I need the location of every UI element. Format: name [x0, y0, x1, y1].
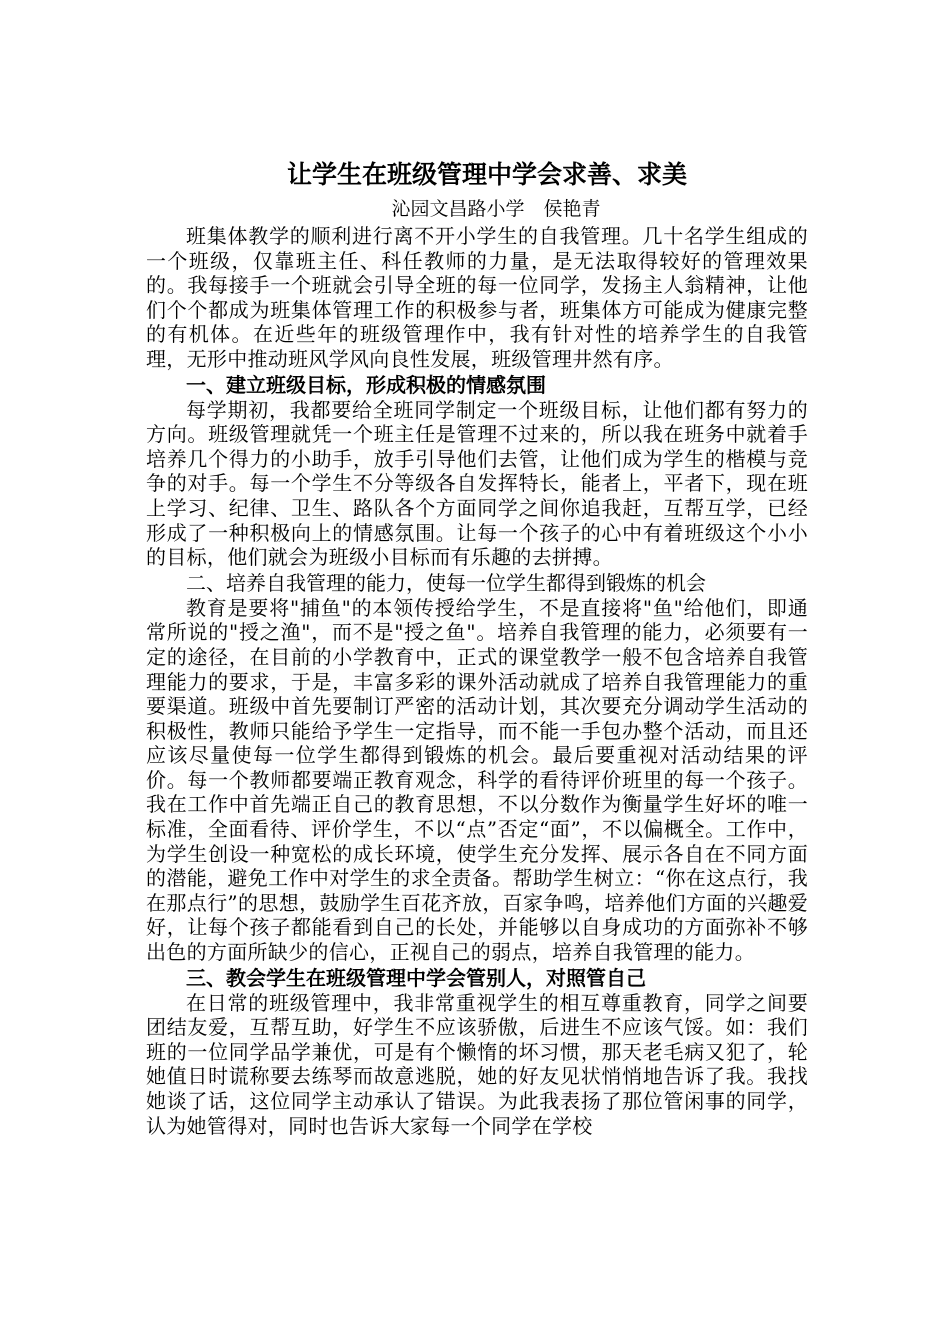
section-1-heading: 一、建立班级目标，形成积极的情感氛围	[186, 372, 546, 397]
document-page	[146, 156, 808, 1138]
section-3-body: 在日常的班级管理中，我非常重视学生的相互尊重教育，同学之间要团结友爱，互帮互助，好学生不应该骄傲，后进生不应该气馁。如：我们班的一位同学品学兼优，可是有个懒惰的坏习惯，那天老毛病又犯了，轮她值日时谎称要去练琴而故意逃脱，她的好友见状悄悄地告诉了我。我找她谈了话，这位同学主动承认了错误。为此我表扬了那位管闲事的同学，认为她管得对，同时也告诉大家每一个同学在学校	[146, 990, 808, 1138]
intro-paragraph: 班集体教学的顺利进行离不开小学生的自我管理。几十名学生组成的一个班级，仅靠班主任、科任教师的力量，是无法取得较好的管理效果的。我每接手一个班就会引导全班的每一位同学，发扬主人翁精神，让他们个个都成为班集体管理工作的积极参与者，班集体方可能成为健康完整的有机体。在近些年的班级管理作中，我有针对性的培养学生的自我管理，无形中推动班风学风向良性发展，班级管理井然有序。	[146, 224, 808, 371]
document-title: 让学生在班级管理中学会求善、求美	[286, 160, 687, 189]
section-2-heading: 二、培养自我管理的能力，使每一位学生都得到锻炼的机会	[186, 570, 706, 595]
section-3-heading: 三、教会学生在班级管理中学会管别人，对照管自己	[186, 965, 646, 990]
section-2-body: 教育是要将"捕鱼"的本领传授给学生，不是直接将"鱼"给他们，即通常所说的"授之渔"，而不是"授之鱼"。培养自我管理的能力，必须要有一定的途径，在目前的小学教育中，正式的课堂教学一般不包含培养自我管理能力的要求，于是，丰富多彩的课外活动就成了培养自我管理能力的重要渠道。班级中首先要制订严密的活动计划，其次要充分调动学生活动的积极性，教师只能给予学生一定指导，而不能一手包办整个活动，而且还应该尽量使每一位学生都得到锻炼的机会。最后要重视对活动结果的评价。每一个教师都要端正教育观念，科学的看待评价班里的每一个孩子。我在工作中首先端正自己的教育思想，不以分数作为衡量学生好坏的唯一标准，全面看待、评价学生，不以“点”否定“面”，不以偏概全。工作中，为学生创设一种宽松的成长环境，使学生充分发挥、展示各自在不同方面的潜能，避免工作中对学生的求全责备。帮助学生树立：“你在这点行，我在那点行”的思想，鼓励学生百花齐放，百家争鸣，培养他们方面的兴趣爱好，让每个孩子都能看到自己的长处，并能够以自身成功的方面弥补不够出色的方面所缺少的信心，正视自己的弱点，培养自我管理的能力。	[146, 595, 808, 965]
section-1-body: 每学期初，我都要给全班同学制定一个班级目标，让他们都有努力的方向。班级管理就凭一个班主任是管理不过来的，所以我在班务中就着手培养几个得力的小助手，放手引导他们去管，让他们成为学生的楷模与竞争的对手。每一个学生不分等级各自发挥特长，能者上，平者下，现在班上学习、纪律、卫生、路队各个方面同学之间你追我赶，互帮互学，已经形成了一种积极向上的情感氛围。让每一个孩子的心中有着班级这个小小的目标，他们就会为班级小目标而有乐趣的去拼搏。	[146, 397, 808, 570]
document-author: 沁园文昌路小学 侯艳青	[391, 198, 601, 220]
